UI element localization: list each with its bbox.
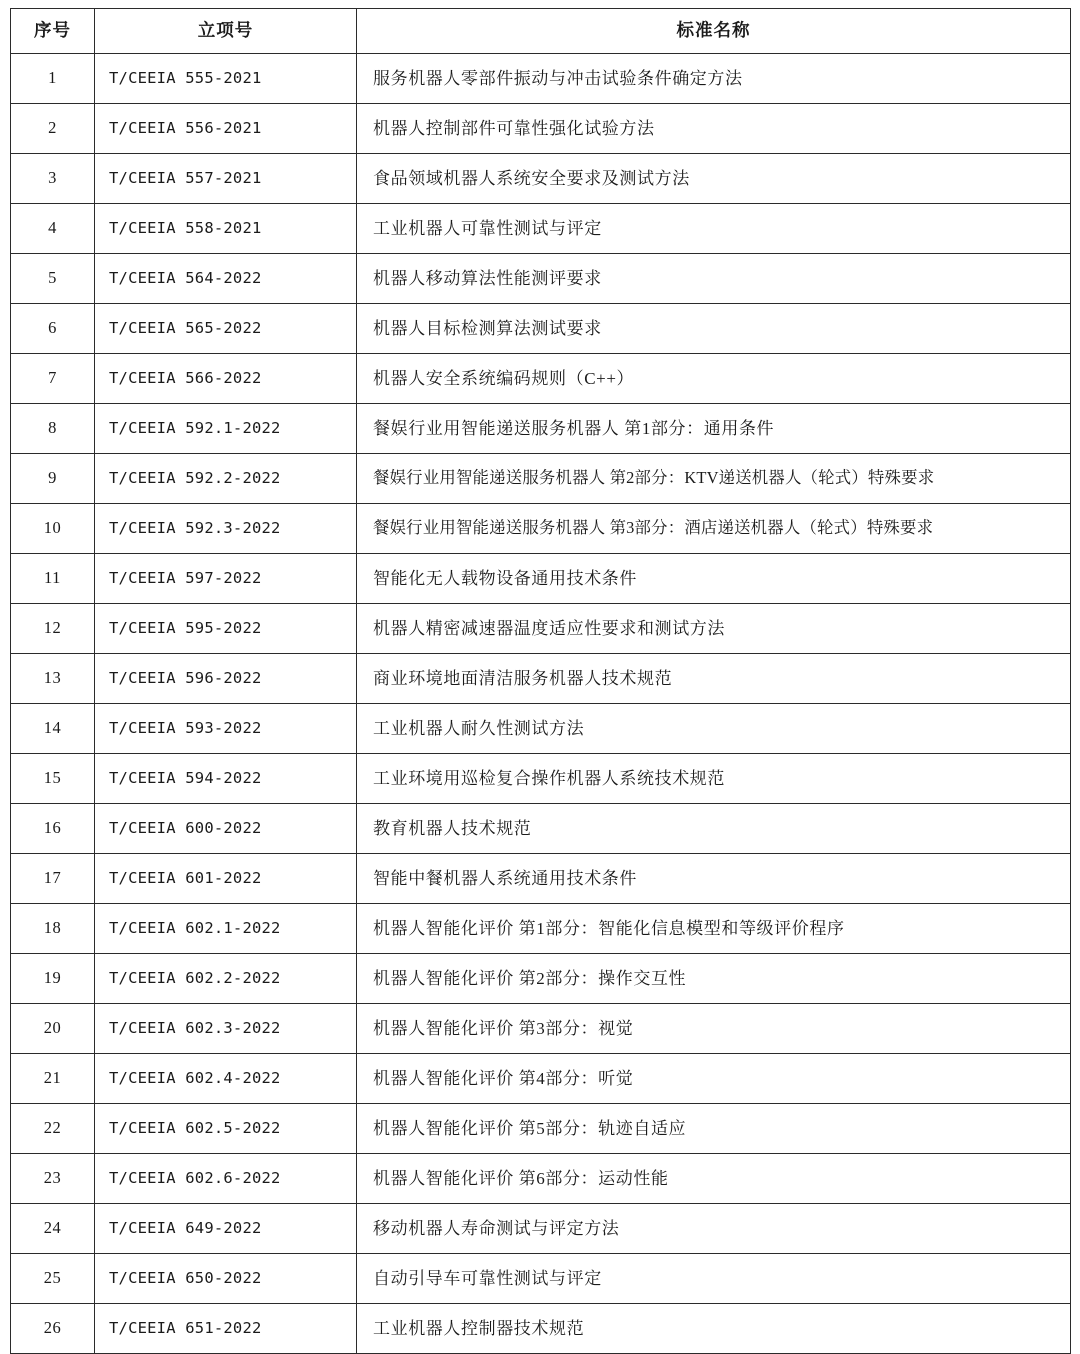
row-name-value: 工业机器人可靠性测试与评定 (373, 218, 602, 238)
cell-name (357, 954, 1071, 1004)
row-code-value: T/CEEIA 602.3-2022 (109, 1018, 281, 1037)
table-body (11, 54, 1071, 1354)
cell-code (95, 254, 357, 304)
cell-name (357, 354, 1071, 404)
cell-code (95, 904, 357, 954)
row-name-value: 机器人安全系统编码规则（C++） (373, 368, 635, 388)
row-name-value: 机器人精密减速器温度适应性要求和测试方法 (373, 618, 725, 638)
table-row (11, 804, 1071, 854)
row-seq-value: 24 (43, 1218, 62, 1238)
row-code-value: T/CEEIA 558-2021 (109, 218, 262, 237)
cell-seq (11, 404, 95, 454)
cell-name (357, 654, 1071, 704)
row-name-value: 工业机器人耐久性测试方法 (373, 718, 585, 738)
table-row (11, 154, 1071, 204)
cell-seq (11, 104, 95, 154)
row-name-value: 智能中餐机器人系统通用技术条件 (373, 868, 637, 888)
cell-name (357, 1004, 1071, 1054)
row-code-value: T/CEEIA 564-2022 (109, 268, 262, 287)
table-row (11, 554, 1071, 604)
row-seq-value: 2 (48, 118, 57, 138)
row-name-value: 餐娱行业用智能递送服务机器人 第3部分：酒店递送机器人（轮式）特殊要求 (373, 518, 934, 538)
row-code-value: T/CEEIA 596-2022 (109, 668, 262, 687)
cell-seq (11, 1254, 95, 1304)
cell-code (95, 804, 357, 854)
cell-name (357, 154, 1071, 204)
table-row (11, 1204, 1071, 1254)
row-name-value: 餐娱行业用智能递送服务机器人 第2部分：KTV递送机器人（轮式）特殊要求 (373, 468, 935, 488)
cell-name (357, 1254, 1071, 1304)
cell-code (95, 1254, 357, 1304)
table-row (11, 1154, 1071, 1204)
table-row (11, 1304, 1071, 1354)
row-name-value: 工业机器人控制器技术规范 (373, 1318, 585, 1338)
cell-seq (11, 454, 95, 504)
cell-code (95, 304, 357, 354)
row-name-value: 机器人移动算法性能测评要求 (373, 268, 602, 288)
table-row (11, 1104, 1071, 1154)
row-code-value: T/CEEIA 594-2022 (109, 768, 262, 787)
table-header-row (11, 9, 1071, 54)
table-row (11, 604, 1071, 654)
row-seq-value: 21 (43, 1068, 62, 1088)
cell-seq (11, 1104, 95, 1154)
standards-table (10, 8, 1071, 1354)
row-seq-value: 10 (43, 518, 62, 538)
row-seq-value: 9 (48, 468, 57, 488)
row-code-value: T/CEEIA 650-2022 (109, 1268, 262, 1287)
cell-name (357, 704, 1071, 754)
row-seq-value: 14 (43, 718, 62, 738)
row-code-value: T/CEEIA 600-2022 (109, 818, 262, 837)
column-header-seq (11, 9, 95, 54)
cell-seq (11, 754, 95, 804)
cell-code (95, 1204, 357, 1254)
row-code-value: T/CEEIA 597-2022 (109, 568, 262, 587)
cell-seq (11, 704, 95, 754)
cell-seq (11, 304, 95, 354)
column-header-code-label: 立项号 (197, 20, 254, 41)
cell-seq (11, 54, 95, 104)
row-code-value: T/CEEIA 593-2022 (109, 718, 262, 737)
table-row (11, 54, 1071, 104)
row-seq-value: 3 (48, 168, 57, 188)
cell-code (95, 1104, 357, 1154)
row-code-value: T/CEEIA 556-2021 (109, 118, 262, 137)
cell-name (357, 1154, 1071, 1204)
row-code-value: T/CEEIA 651-2022 (109, 1318, 262, 1337)
cell-seq (11, 804, 95, 854)
cell-code (95, 1154, 357, 1204)
cell-name (357, 1304, 1071, 1354)
row-name-value: 机器人智能化评价 第4部分：听觉 (373, 1068, 634, 1088)
cell-code (95, 404, 357, 454)
row-code-value: T/CEEIA 592.1-2022 (109, 418, 281, 437)
cell-seq (11, 604, 95, 654)
cell-code (95, 454, 357, 504)
table-row (11, 904, 1071, 954)
table-row (11, 204, 1071, 254)
row-name-value: 机器人控制部件可靠性强化试验方法 (373, 118, 655, 138)
cell-name (357, 1204, 1071, 1254)
row-seq-value: 16 (43, 818, 62, 838)
cell-seq (11, 504, 95, 554)
row-name-value: 教育机器人技术规范 (373, 818, 532, 838)
row-name-value: 机器人目标检测算法测试要求 (373, 318, 602, 338)
cell-name (357, 604, 1071, 654)
row-code-value: T/CEEIA 601-2022 (109, 868, 262, 887)
row-seq-value: 8 (48, 418, 57, 438)
cell-seq (11, 904, 95, 954)
row-name-value: 机器人智能化评价 第6部分：运动性能 (373, 1168, 669, 1188)
row-seq-value: 17 (43, 868, 62, 888)
row-name-value: 机器人智能化评价 第2部分：操作交互性 (373, 968, 687, 988)
table-row (11, 754, 1071, 804)
cell-seq (11, 1004, 95, 1054)
row-seq-value: 12 (43, 618, 62, 638)
cell-code (95, 504, 357, 554)
row-seq-value: 20 (43, 1018, 62, 1038)
table-row (11, 354, 1071, 404)
column-header-code (95, 9, 357, 54)
row-seq-value: 7 (48, 368, 57, 388)
cell-name (357, 1104, 1071, 1154)
table-row (11, 1004, 1071, 1054)
table-header (11, 9, 1071, 54)
row-name-value: 食品领域机器人系统安全要求及测试方法 (373, 168, 690, 188)
row-seq-value: 6 (48, 318, 57, 338)
row-seq-value: 26 (43, 1318, 62, 1338)
cell-seq (11, 354, 95, 404)
row-name-value: 自动引导车可靠性测试与评定 (373, 1268, 602, 1288)
row-seq-value: 1 (48, 68, 57, 88)
table-row (11, 654, 1071, 704)
table-row (11, 1054, 1071, 1104)
row-code-value: T/CEEIA 557-2021 (109, 168, 262, 187)
row-seq-value: 15 (43, 768, 62, 788)
row-seq-value: 19 (43, 968, 62, 988)
cell-seq (11, 254, 95, 304)
table-row (11, 954, 1071, 1004)
row-code-value: T/CEEIA 565-2022 (109, 318, 262, 337)
table-row (11, 454, 1071, 504)
cell-name (357, 454, 1071, 504)
row-code-value: T/CEEIA 602.6-2022 (109, 1168, 281, 1187)
row-code-value: T/CEEIA 595-2022 (109, 618, 262, 637)
table-row (11, 104, 1071, 154)
cell-seq (11, 854, 95, 904)
row-seq-value: 22 (43, 1118, 62, 1138)
row-name-value: 移动机器人寿命测试与评定方法 (373, 1218, 620, 1238)
table-row (11, 304, 1071, 354)
table-row (11, 854, 1071, 904)
table-row (11, 704, 1071, 754)
cell-name (357, 1054, 1071, 1104)
row-name-value: 机器人智能化评价 第5部分：轨迹自适应 (373, 1118, 687, 1138)
table-row (11, 254, 1071, 304)
cell-seq (11, 1304, 95, 1354)
cell-name (357, 554, 1071, 604)
cell-code (95, 354, 357, 404)
row-name-value: 智能化无人载物设备通用技术条件 (373, 568, 637, 588)
cell-code (95, 204, 357, 254)
cell-name (357, 104, 1071, 154)
row-code-value: T/CEEIA 592.2-2022 (109, 468, 281, 487)
cell-name (357, 904, 1071, 954)
row-seq-value: 23 (43, 1168, 62, 1188)
column-header-name (357, 9, 1071, 54)
cell-code (95, 154, 357, 204)
cell-seq (11, 554, 95, 604)
column-header-seq-label: 序号 (34, 20, 71, 41)
row-name-value: 工业环境用巡检复合操作机器人系统技术规范 (373, 768, 725, 788)
cell-seq (11, 1054, 95, 1104)
row-code-value: T/CEEIA 592.3-2022 (109, 518, 281, 537)
row-code-value: T/CEEIA 602.2-2022 (109, 968, 281, 987)
cell-name (357, 54, 1071, 104)
cell-seq (11, 154, 95, 204)
row-code-value: T/CEEIA 649-2022 (109, 1218, 262, 1237)
row-name-value: 机器人智能化评价 第3部分：视觉 (373, 1018, 634, 1038)
cell-seq (11, 1204, 95, 1254)
row-seq-value: 5 (48, 268, 57, 288)
row-seq-value: 4 (48, 218, 57, 238)
row-code-value: T/CEEIA 602.5-2022 (109, 1118, 281, 1137)
row-seq-value: 11 (44, 568, 61, 588)
table-row (11, 1254, 1071, 1304)
cell-seq (11, 654, 95, 704)
row-code-value: T/CEEIA 555-2021 (109, 68, 262, 87)
cell-code (95, 54, 357, 104)
cell-code (95, 554, 357, 604)
row-name-value: 服务机器人零部件振动与冲击试验条件确定方法 (373, 68, 743, 88)
cell-code (95, 604, 357, 654)
cell-name (357, 304, 1071, 354)
cell-code (95, 1054, 357, 1104)
cell-seq (11, 954, 95, 1004)
cell-code (95, 104, 357, 154)
cell-code (95, 754, 357, 804)
row-seq-value: 13 (43, 668, 62, 688)
row-name-value: 商业环境地面清洁服务机器人技术规范 (373, 668, 673, 688)
table-row (11, 404, 1071, 454)
cell-code (95, 1304, 357, 1354)
cell-name (357, 204, 1071, 254)
cell-code (95, 1004, 357, 1054)
row-code-value: T/CEEIA 602.4-2022 (109, 1068, 281, 1087)
row-name-value: 机器人智能化评价 第1部分：智能化信息模型和等级评价程序 (373, 918, 845, 938)
cell-name (357, 754, 1071, 804)
cell-seq (11, 1154, 95, 1204)
cell-code (95, 854, 357, 904)
row-code-value: T/CEEIA 602.1-2022 (109, 918, 281, 937)
cell-name (357, 804, 1071, 854)
cell-code (95, 654, 357, 704)
cell-code (95, 704, 357, 754)
row-code-value: T/CEEIA 566-2022 (109, 368, 262, 387)
cell-name (357, 254, 1071, 304)
column-header-name-label: 标准名称 (676, 20, 751, 41)
cell-name (357, 404, 1071, 454)
cell-name (357, 504, 1071, 554)
row-seq-value: 18 (43, 918, 62, 938)
cell-code (95, 954, 357, 1004)
row-seq-value: 25 (43, 1268, 62, 1288)
cell-name (357, 854, 1071, 904)
row-name-value: 餐娱行业用智能递送服务机器人 第1部分：通用条件 (373, 418, 775, 438)
table-row (11, 504, 1071, 554)
cell-seq (11, 204, 95, 254)
